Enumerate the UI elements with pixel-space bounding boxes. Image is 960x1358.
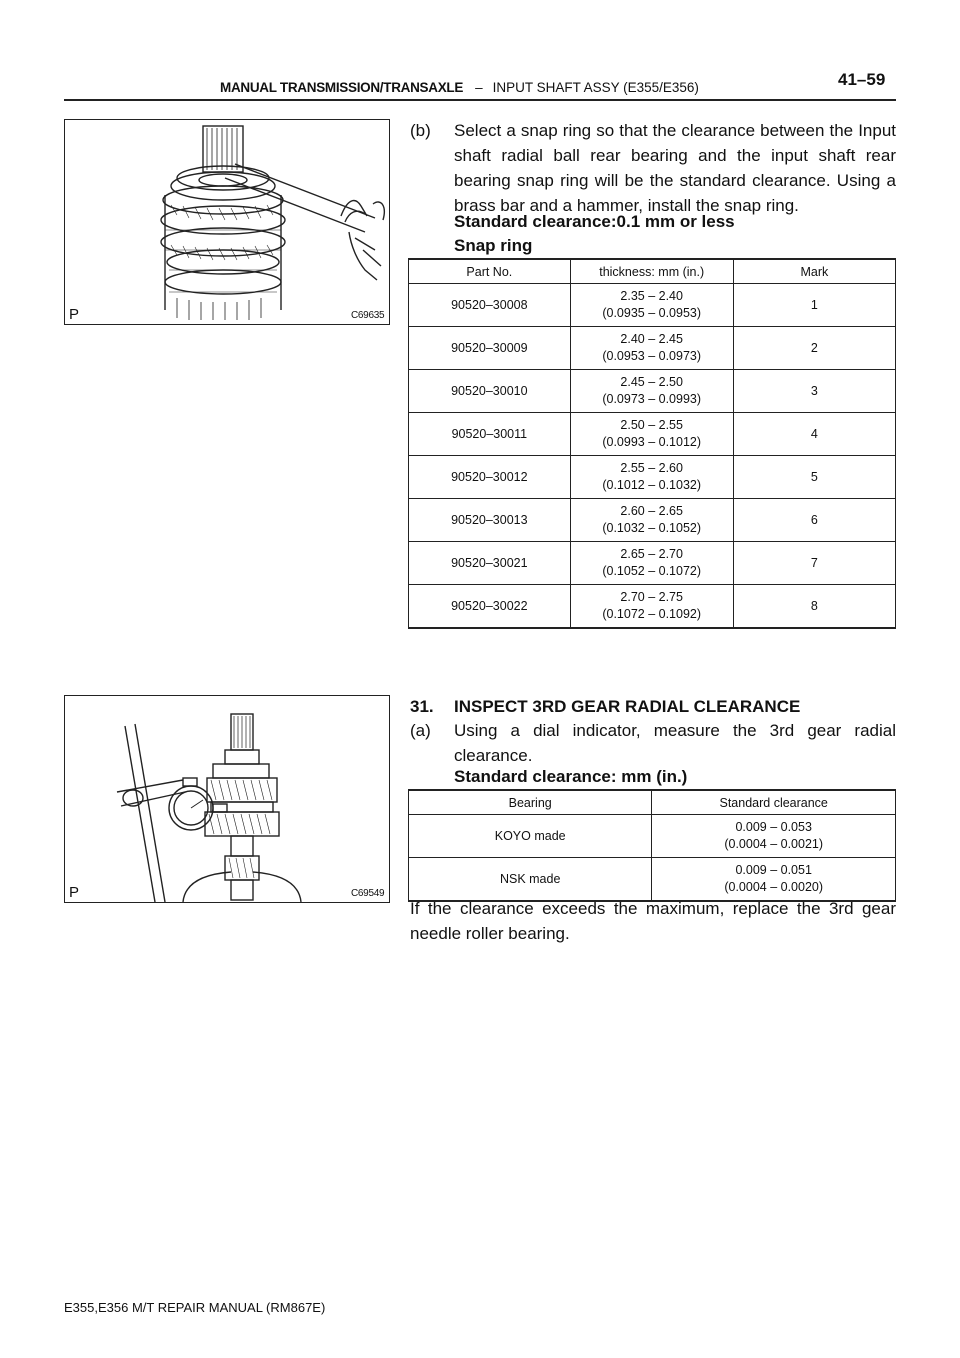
cell-clearance (652, 858, 896, 902)
table-row (409, 815, 896, 858)
header-section: MANUAL TRANSMISSION/TRANSAXLE (220, 80, 464, 95)
thickness-mm: 2.55 – 2.60 (620, 461, 683, 475)
thickness-mm: 2.60 – 2.65 (620, 504, 683, 518)
thickness-in: (0.0935 – 0.0953) (602, 306, 702, 320)
cell-thickness (570, 370, 733, 413)
table-row (409, 542, 896, 585)
cell-thickness (570, 585, 733, 629)
table-header-row (409, 259, 896, 284)
cell-thickness (570, 413, 733, 456)
cell-part-no: 90520–30008 (409, 284, 571, 327)
thickness-in: (0.1052 – 0.1072) (602, 564, 702, 578)
clearance-mm: 0.009 – 0.051 (735, 863, 812, 877)
thickness-mm: 2.35 – 2.40 (620, 289, 683, 303)
page-number: 41–59 (838, 70, 886, 89)
step-b-label: (b) (410, 121, 431, 140)
col-bearing: Bearing (409, 790, 652, 815)
cell-part-no: 90520–30012 (409, 456, 571, 499)
replacement-note: If the clearance exceeds the maximum, replace the 3rd gear needle roller bearing. (410, 899, 896, 943)
header-topic: INPUT SHAFT ASSY (E355/E356) (492, 80, 699, 95)
thickness-mm: 2.70 – 2.75 (620, 590, 683, 604)
cell-mark: 8 (733, 585, 895, 629)
figure-code: C69549 (351, 888, 385, 899)
figure-p-mark: P (69, 306, 80, 323)
cell-bearing: NSK made (409, 858, 652, 902)
table-row (409, 499, 896, 542)
clearance-in: (0.0004 – 0.0020) (724, 880, 824, 894)
step-b-spec: Standard clearance:0.1 mm or less (454, 212, 735, 231)
cell-thickness (570, 456, 733, 499)
thickness-mm: 2.45 – 2.50 (620, 375, 683, 389)
header-rule (64, 99, 896, 101)
cell-mark: 7 (733, 542, 895, 585)
col-mark: Mark (733, 259, 895, 284)
cell-thickness (570, 542, 733, 585)
col-thickness: thickness: mm (in.) (570, 259, 733, 284)
step-a-spec: Standard clearance: mm (in.) (454, 767, 688, 786)
figure-input-shaft-snap-ring (64, 119, 390, 325)
cell-part-no: 90520–30011 (409, 413, 571, 456)
cell-mark: 6 (733, 499, 895, 542)
running-header (220, 80, 699, 95)
thickness-in: (0.1032 – 0.1052) (602, 521, 702, 535)
cell-thickness (570, 327, 733, 370)
cell-clearance (652, 815, 896, 858)
table-row (409, 858, 896, 902)
cell-thickness (570, 284, 733, 327)
clearance-mm: 0.009 – 0.053 (735, 820, 812, 834)
header-dash: – (475, 80, 483, 95)
table-row (409, 456, 896, 499)
bearing-clearance-table (408, 789, 896, 902)
figure-code: C69635 (351, 310, 385, 321)
cell-bearing: KOYO made (409, 815, 652, 858)
thickness-mm: 2.65 – 2.70 (620, 547, 683, 561)
thickness-in: (0.0973 – 0.0993) (602, 392, 702, 406)
cell-mark: 2 (733, 327, 895, 370)
step-31-title: INSPECT 3RD GEAR RADIAL CLEARANCE (454, 697, 801, 716)
col-part-no: Part No. (409, 259, 571, 284)
figure-p-mark: P (69, 884, 80, 901)
thickness-in: (0.0953 – 0.0973) (602, 349, 702, 363)
clearance-in: (0.0004 – 0.0021) (724, 837, 824, 851)
step-a-text: Using a dial indicator, measure the 3rd gear radial clearance. (454, 721, 896, 765)
snap-ring-table (408, 258, 896, 629)
step-a-label: (a) (410, 721, 431, 740)
cell-mark: 1 (733, 284, 895, 327)
col-standard-clearance: Standard clearance (652, 790, 896, 815)
cell-part-no: 90520–30013 (409, 499, 571, 542)
step-b-spec2: Snap ring (454, 236, 533, 255)
illustration-dial-indicator (65, 696, 389, 902)
step-31-label: 31. (410, 697, 434, 716)
manual-footer: E355,E356 M/T REPAIR MANUAL (RM867E) (64, 1300, 326, 1315)
cell-part-no: 90520–30009 (409, 327, 571, 370)
cell-mark: 4 (733, 413, 895, 456)
figure-dial-indicator (64, 695, 390, 903)
table-row (409, 284, 896, 327)
cell-mark: 5 (733, 456, 895, 499)
step-b-text: Select a snap ring so that the clearance between the Input shaft radial ball rear bearing and the input shaft rear bearing snap ring will be the standard clearance. Using a brass bar and a hammer, install the snap ring. (454, 121, 896, 215)
cell-part-no: 90520–30021 (409, 542, 571, 585)
table-row (409, 413, 896, 456)
cell-thickness (570, 499, 733, 542)
thickness-mm: 2.50 – 2.55 (620, 418, 683, 432)
table-header-row (409, 790, 896, 815)
table-row (409, 370, 896, 413)
illustration-snap-ring-install (65, 120, 389, 324)
thickness-mm: 2.40 – 2.45 (620, 332, 683, 346)
thickness-in: (0.1072 – 0.1092) (602, 607, 702, 621)
thickness-in: (0.1012 – 0.1032) (602, 478, 702, 492)
table-row (409, 585, 896, 629)
thickness-in: (0.0993 – 0.1012) (602, 435, 702, 449)
cell-part-no: 90520–30022 (409, 585, 571, 629)
cell-mark: 3 (733, 370, 895, 413)
table-row (409, 327, 896, 370)
cell-part-no: 90520–30010 (409, 370, 571, 413)
